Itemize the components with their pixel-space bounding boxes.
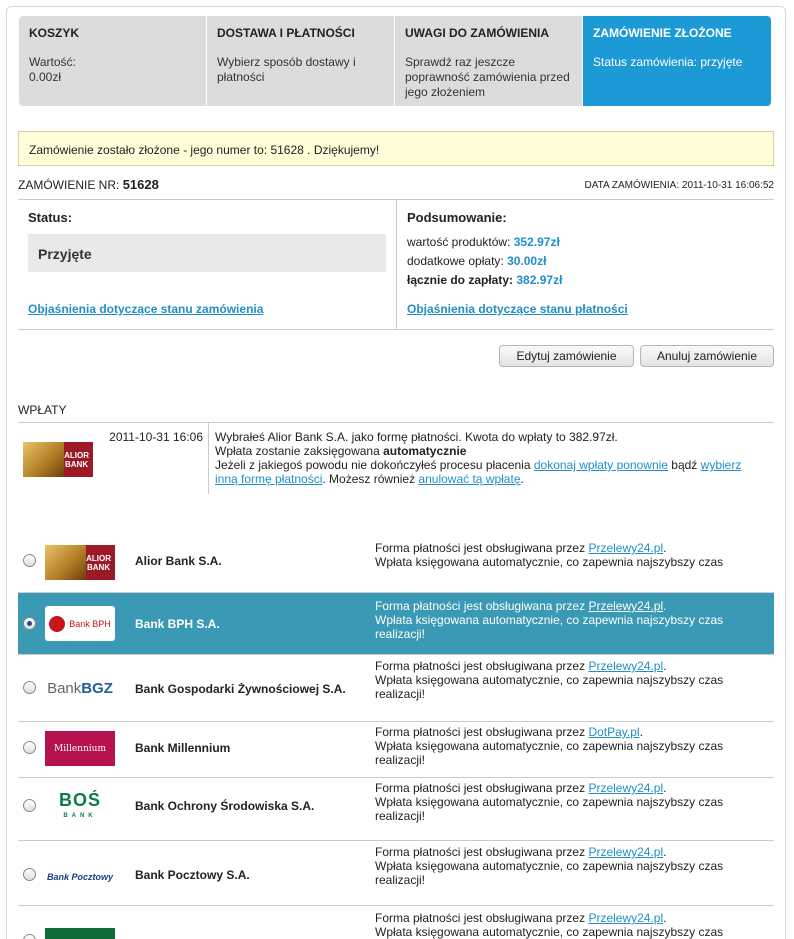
retry-payment-link[interactable]: dokonaj wpłaty ponownie [533,458,668,472]
bank-desc-text: realizacji! [375,873,426,887]
bank-desc-text: Forma płatności jest obsługiwana przez [375,725,589,739]
payment-line [215,458,764,472]
bank-radio[interactable] [23,868,36,881]
summary-extra-value: 30.00zł [507,254,547,268]
bank-radio[interactable] [23,799,36,812]
bank-desc-text: Forma płatności jest obsługiwana przez [375,659,589,673]
summary-total-value: 382.97zł [516,273,563,287]
summary-products-label: wartość produktów: [407,235,511,249]
bank-name: Bank Gospodarki Żywnościowej S.A. [135,682,346,696]
bank-desc-text: Wpłata księgowana automatycznie, co zapewnia najszybszy czas [375,859,724,873]
bank-radio[interactable] [23,934,36,939]
bank-name: Alior Bank S.A. [135,554,222,568]
payment-entry [18,422,774,494]
millennium-logo [45,731,115,766]
step-desc: Sprawdź raz jeszcze [405,55,516,69]
bank-desc-text: Wpłata księgowana automatycznie, co zapewnia najszybszy czas [375,673,724,687]
step-title: UWAGI DO ZAMÓWIENIA [405,26,549,40]
bank-pocztowy-logo [45,859,115,894]
green-bank-logo [45,928,115,939]
step-title: KOSZYK [29,26,80,40]
logo-text: ALIOR [64,450,89,460]
checkout-steps [19,16,771,106]
logo-text: ALIOR [86,553,111,563]
summary-products [407,233,562,252]
summary-rows [407,233,562,290]
bank-desc-text: Forma płatności jest obsługiwana przez [375,599,589,613]
provider-link[interactable]: Przelewy24.pl [588,541,664,555]
logo-text: BANK [87,562,111,572]
edit-order-button[interactable]: Edytuj zamówienie [499,345,634,367]
order-number: 51628 [122,177,159,192]
status-title: Status: [28,210,73,225]
provider-link[interactable]: Przelewy24.pl [588,659,664,673]
payment-description [209,423,764,494]
bank-row-pocztowy[interactable] [18,841,774,906]
order-status-help-link[interactable]: Objaśnienia dotyczące stanu zamówienia [28,302,264,316]
status-value: Przyjęte [28,234,386,272]
step-desc: Wartość: [29,55,76,69]
payment-text: . [520,472,524,486]
step-desc: Status zamówienia: przyjęte [593,55,743,69]
bank-desc-text: Wpłata księgowana automatycznie, co zapewnia najszybszy czas [375,795,724,809]
bank-name: Bank Pocztowy S.A. [135,868,250,882]
summary-title: Podsumowanie: [407,210,507,225]
provider-link[interactable]: Przelewy24.pl [588,845,664,859]
bank-desc-text: Wpłata księgowana automatycznie, co zapewnia najszybszy czas [375,555,724,569]
summary-products-value: 352.97zł [513,235,560,249]
summary-total-label: łącznie do zapłaty: [407,273,514,287]
choose-method-link[interactable]: wybierz [700,458,742,472]
bank-desc-text: realizacji! [375,809,426,823]
step-notes[interactable] [395,16,583,106]
order-date: DATA ZAMÓWIENIA: 2011-10-31 16:06:52 [584,180,774,191]
logo-text: BGZ [81,680,113,697]
payment-logo-cell [18,423,209,494]
summary-extra [407,252,562,271]
bank-desc-text: Wpłata księgowana automatycznie, co zapewnia najszybszy czas [375,613,724,627]
logo-text: Bank [47,680,82,697]
bank-name: Bank Ochrony Środowiska S.A. [135,799,315,813]
logo-text: BANK [65,459,89,469]
bank-description: Forma płatności jest obsługiwana przez Przelewy24.pl. Wpłata księgowana automatycznie, co zapewnia najszybszy czas [375,911,724,939]
bank-description: Forma płatności jest obsługiwana przez Przelewy24.pl. Wpłata księgowana automatycznie, co zapewnia najszybszy czas realizacji! [375,781,724,823]
order-header [18,177,774,193]
bank-desc-text: Forma płatności jest obsługiwana przez [375,781,589,795]
step-desc: 0.00zł [29,70,62,84]
bank-row-partial[interactable] [18,906,774,939]
bank-bph-logo [45,606,115,641]
bank-list [18,529,774,939]
logo-text: Bank BPH [69,618,111,629]
bank-name: Bank Millennium [135,741,231,755]
bank-row-bos[interactable] [18,778,774,841]
step-delivery[interactable] [207,16,395,106]
provider-link[interactable]: Przelewy24.pl [588,781,664,795]
bank-desc-text: Forma płatności jest obsługiwana przez [375,845,589,859]
step-cart[interactable] [19,16,207,106]
summary-extra-label: dodatkowe opłaty: [407,254,504,268]
payment-line [215,444,764,458]
order-number-label: ZAMÓWIENIE NR: [18,178,120,192]
payment-line: Wybrałeś Alior Bank S.A. jako formę płatności. Kwota do wpłaty to 382.97zł. [215,430,618,444]
choose-method-link-cont[interactable]: inną formę płatności [215,472,323,486]
bank-desc-text: realizacji! [375,627,426,641]
alior-bank-logo [23,442,93,477]
bank-row-alior[interactable] [18,529,774,593]
status-section [18,200,397,329]
bank-row-millennium[interactable] [18,722,774,778]
bank-desc-text: Forma płatności jest obsługiwana przez [375,911,589,925]
provider-link[interactable]: Przelewy24.pl [588,599,664,613]
alior-bank-logo [45,545,115,580]
payment-text: . Możesz również [322,472,419,486]
payment-line [215,472,764,486]
payment-date: 2011-10-31 16:06 [109,430,203,444]
payment-text: bądź [667,458,701,472]
step-desc: płatności [217,70,265,84]
cancel-payment-link[interactable]: anulować tą wpłatę [418,472,521,486]
bank-description: Forma płatności jest obsługiwana przez Przelewy24.pl. Wpłata księgowana automatycznie, co zapewnia najszybszy czas realizacji! [375,599,724,641]
provider-link[interactable]: Przelewy24.pl [588,911,664,925]
bank-radio[interactable] [23,681,36,694]
step-title: ZAMÓWIENIE ZŁOŻONE [593,26,732,40]
cancel-order-button[interactable]: Anuluj zamówienie [640,345,774,367]
step-order-placed [583,16,771,106]
step-desc: poprawność zamówienia przed [405,70,570,84]
bank-description: Forma płatności jest obsługiwana przez Przelewy24.pl. Wpłata księgowana automatycznie, co zapewnia najszybszy czas realizacji! [375,845,724,887]
bank-radio[interactable] [23,741,36,754]
bank-radio-selected[interactable] [23,617,36,630]
step-desc: jego złożeniem [405,85,486,99]
bank-desc-text: Wpłata księgowana automatycznie, co zapewnia najszybszy czas [375,739,724,753]
bank-desc-text: realizacji! [375,753,426,767]
summary-total [407,271,562,290]
logo-text: BOŚ [58,790,101,810]
payment-text: Wpłata zostanie zaksięgowana [215,444,384,458]
step-desc: Wybierz sposób dostawy i [217,55,356,69]
bank-description: Forma płatności jest obsługiwana przez DotPay.pl. Wpłata księgowana automatycznie, co zapewnia najszybszy czas realizacji! [375,725,724,767]
bank-desc-text: Wpłata księgowana automatycznie, co zapewnia najszybszy czas [375,925,724,939]
bos-bank-logo [45,790,115,825]
bank-row-bgz[interactable] [18,655,774,722]
payment-text: Jeżeli z jakiegoś powodu nie dokończyłeś procesu płacenia [215,458,534,472]
bank-desc-text: realizacji! [375,687,426,701]
logo-text: Bank Pocztowy [46,871,113,882]
bank-description: Forma płatności jest obsługiwana przez Przelewy24.pl. Wpłata księgowana automatycznie, co zapewnia najszybszy czas [375,541,724,569]
logo-text: Millennium [54,743,106,754]
logo-text: BANK [63,812,97,819]
order-panel [18,199,774,330]
summary-section [397,200,774,329]
payment-status-help-link[interactable]: Objaśnienia dotyczące stanu płatności [407,302,628,316]
bank-desc-text: Forma płatności jest obsługiwana przez [375,541,589,555]
payments-title: WPŁATY [18,403,67,417]
bank-bgz-logo [45,671,115,706]
payment-text-bold: automatycznie [383,444,467,458]
provider-link[interactable]: DotPay.pl [588,725,640,739]
order-confirmation-notice: Zamówienie zostało złożone - jego numer to: 51628 . Dziękujemy! [18,131,774,166]
bank-radio[interactable] [23,554,36,567]
bank-row-bph[interactable] [18,593,774,655]
step-title: DOSTAWA I PŁATNOŚCI [217,26,355,40]
bank-description: Forma płatności jest obsługiwana przez Przelewy24.pl. Wpłata księgowana automatycznie, co zapewnia najszybszy czas realizacji! [375,659,724,701]
bank-name: Bank BPH S.A. [135,617,220,631]
